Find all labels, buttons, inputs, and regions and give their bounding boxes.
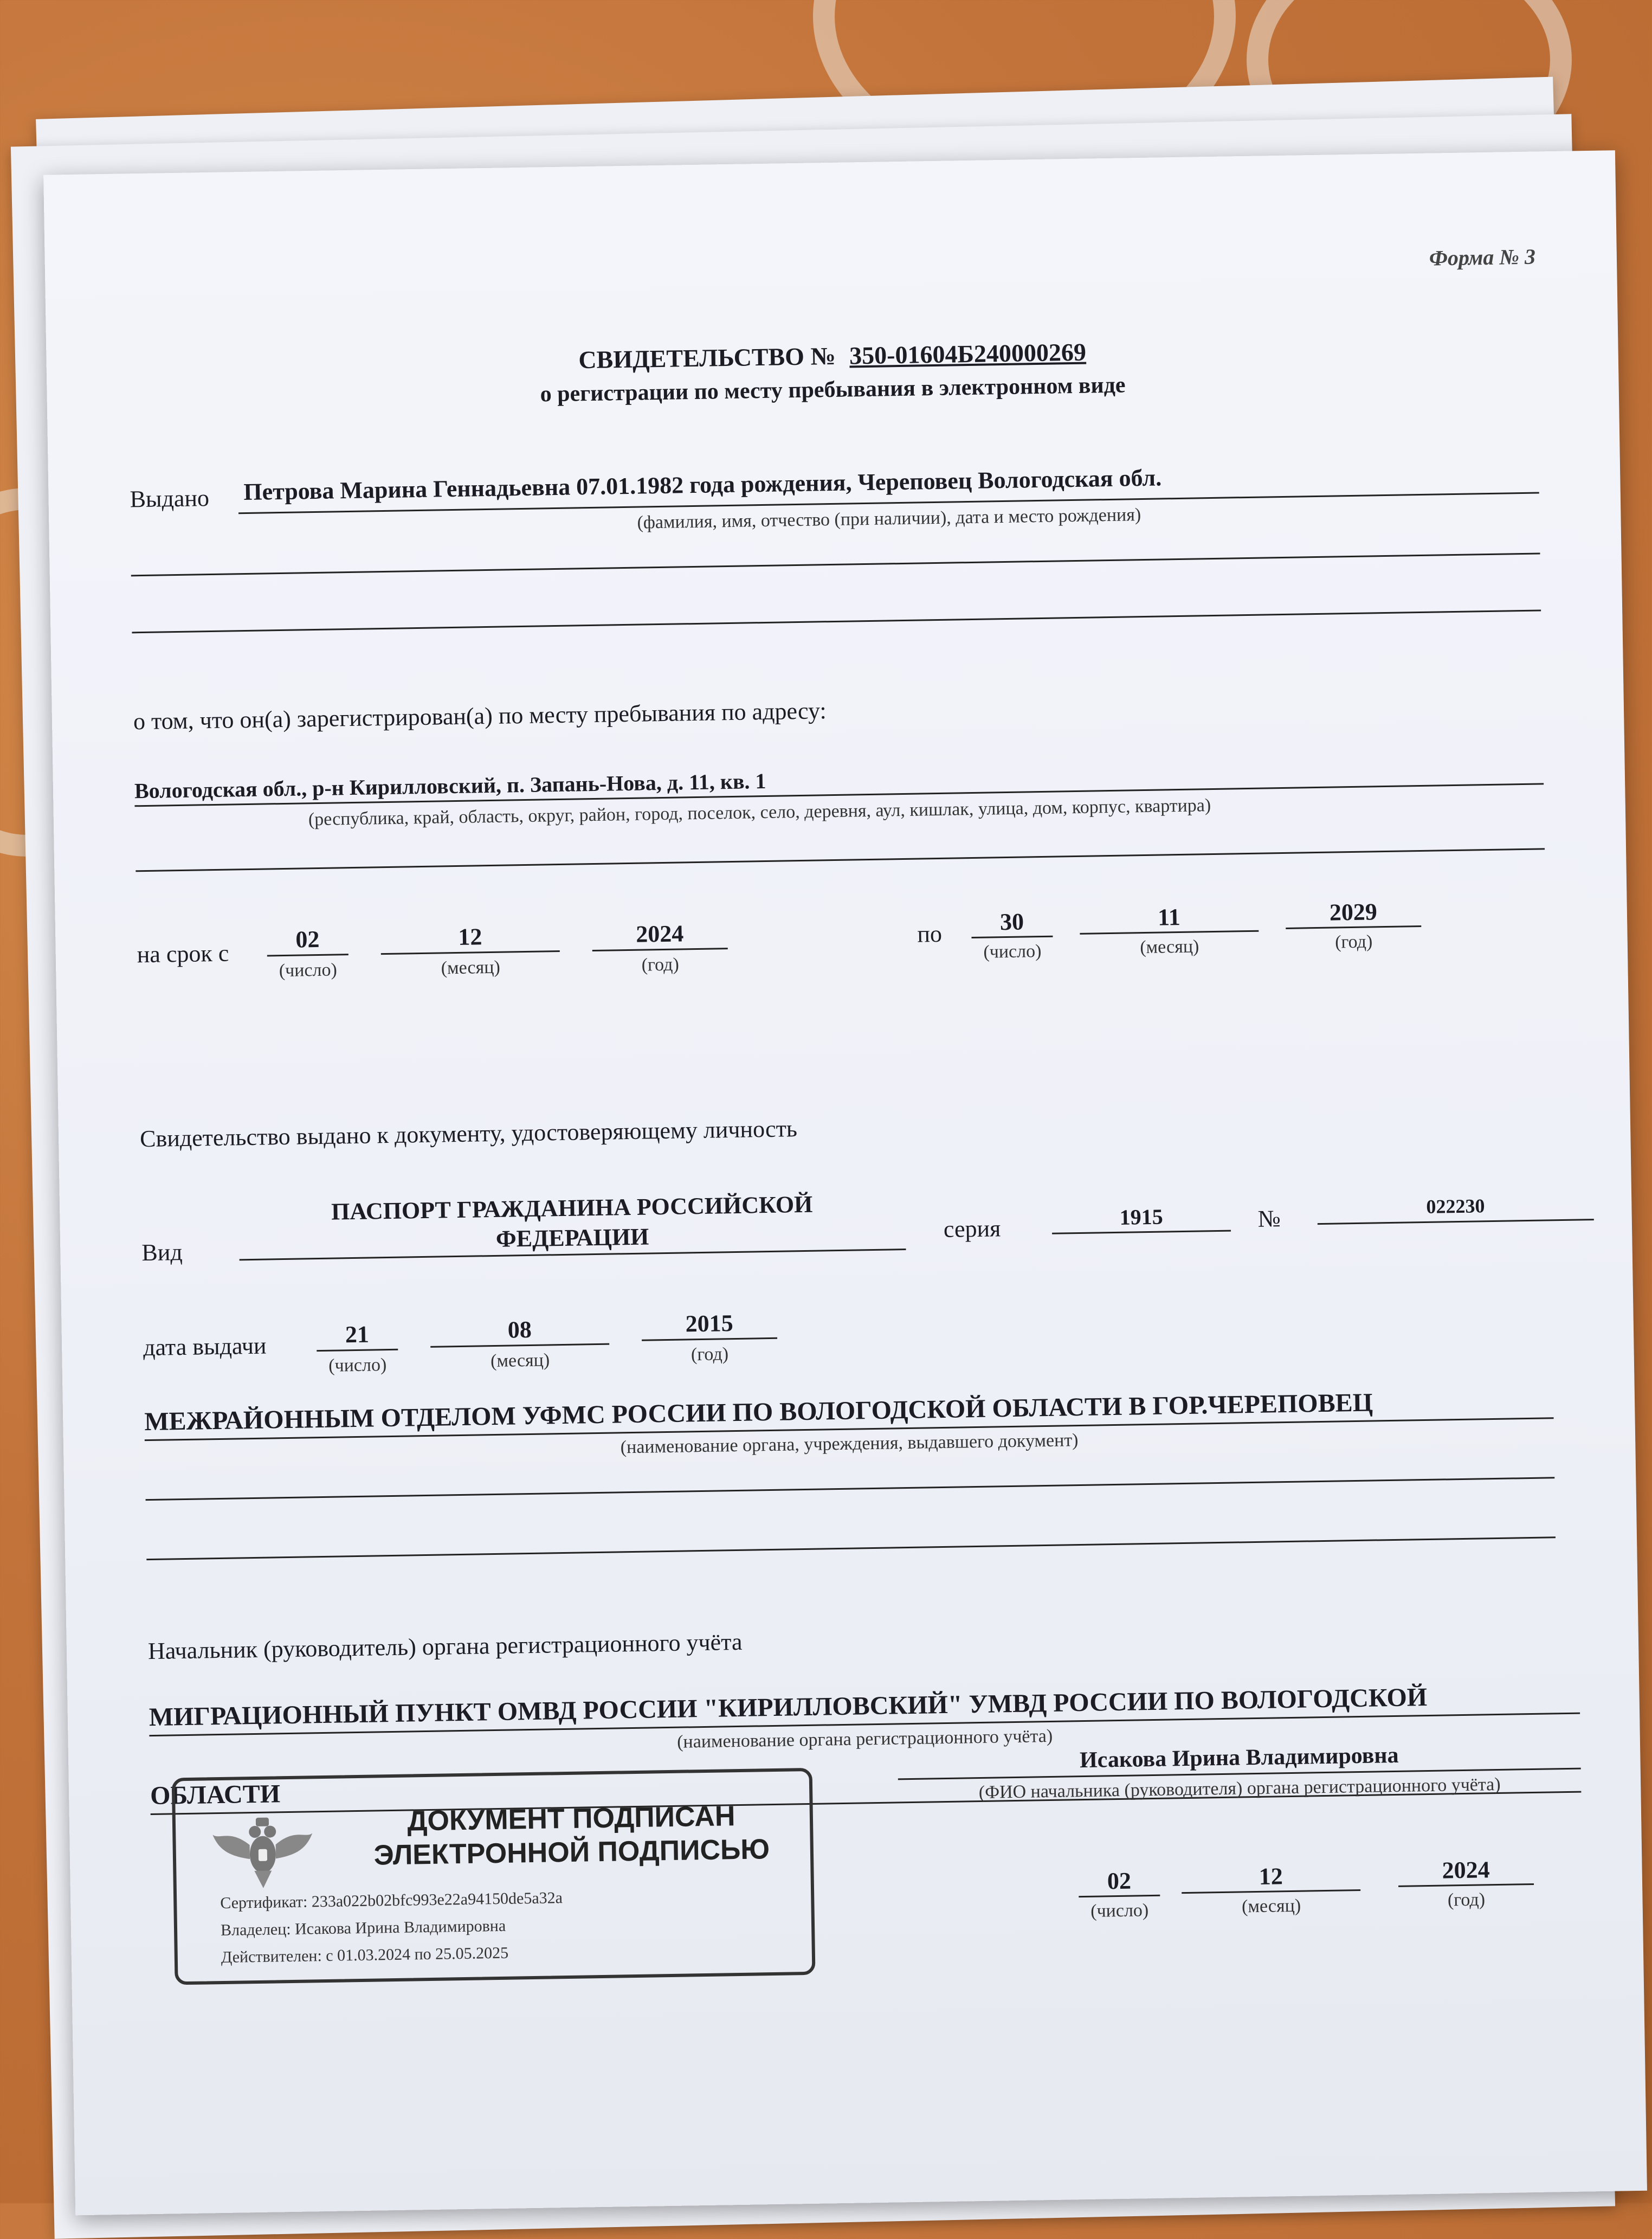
blank-line	[146, 1536, 1556, 1560]
sign-month-caption: (месяц)	[1241, 1895, 1301, 1917]
sign-year-caption: (год)	[1447, 1889, 1486, 1910]
address-intro: о том, что он(а) зарегистрирован(а) по месту пребывания по адресу:	[133, 697, 827, 735]
stamp-title-line2: ЭЛЕКТРОННОЙ ПОДПИСЬЮ	[373, 1833, 770, 1871]
identity-type-label: Вид	[141, 1238, 183, 1266]
series-label: серия	[943, 1215, 1001, 1243]
title-prefix: СВИДЕТЕЛЬСТВО №	[578, 342, 836, 374]
blank-line	[146, 1477, 1555, 1501]
term-from-day: 02	[295, 925, 320, 953]
issue-day-line	[317, 1349, 398, 1352]
blank-line	[135, 848, 1545, 872]
certificate-number: 350-01604Б240000269	[849, 338, 1087, 370]
identity-type-line1: ПАСПОРТ ГРАЖДАНИНА РОССИЙСКОЙ	[331, 1191, 813, 1225]
form-number: Форма № 3	[1429, 244, 1536, 271]
term-to-day: 30	[999, 908, 1024, 936]
sign-month: 12	[1259, 1863, 1283, 1890]
registrar-intro: Начальник (руководитель) органа регистрационного учёта	[147, 1628, 743, 1665]
stamp-valid: Действителен: с 01.03.2024 по 25.05.2025	[221, 1944, 509, 1967]
term-to-day-caption: (число)	[983, 941, 1042, 962]
issue-month-caption: (месяц)	[490, 1350, 550, 1372]
signatory-caption: (ФИО начальника (руководителя) органа регистрационного учёта)	[978, 1774, 1501, 1803]
stamp-certificate: Сертификат: 233a022b02bfc993e22a94150de5a32a	[220, 1889, 563, 1913]
issue-date-label: дата выдачи	[143, 1332, 267, 1361]
issue-year-caption: (год)	[691, 1344, 729, 1365]
identity-intro: Свидетельство выдано к документу, удостоверяющему личность	[139, 1115, 798, 1153]
term-from-month-caption: (месяц)	[441, 957, 501, 979]
stamp-owner: Владелец: Исакова Ирина Владимировна	[220, 1916, 506, 1940]
term-to-month-caption: (месяц)	[1140, 936, 1199, 958]
registrar-value-line2: ОБЛАСТИ	[150, 1779, 281, 1811]
stamp-title	[354, 1799, 789, 1873]
issued-caption: (фамилия, имя, отчество (при наличии), дата и место рождения)	[637, 505, 1141, 533]
number-value: 022230	[1426, 1195, 1485, 1218]
term-to-year-caption: (год)	[1334, 931, 1373, 953]
signatory-name: Исакова Ирина Владимировна	[1079, 1742, 1399, 1773]
issue-month: 08	[507, 1316, 532, 1343]
registrar-value-line1: МИГРАЦИОННЫЙ ПУНКТ ОМВД РОССИИ "КИРИЛЛОВСКИЙ" УМВД РОССИИ ПО ВОЛОГОДСКОЙ	[149, 1683, 1428, 1732]
blank-line	[132, 609, 1541, 633]
issuer-caption: (наименование органа, учреждения, выдавшего документ)	[620, 1430, 1079, 1458]
stamp-title-line1: ДОКУМЕНТ ПОДПИСАН	[407, 1800, 735, 1837]
issued-to-value: Петрова Марина Геннадьевна 07.01.1982 года рождения, Череповец Вологодская обл.	[243, 464, 1162, 506]
eagle-emblem-icon	[208, 1811, 318, 1894]
e-signature-stamp	[172, 1768, 816, 1985]
series-value: 1915	[1119, 1204, 1163, 1230]
document-subtitle: о регистрации по месту пребывания в электронном виде	[540, 372, 1126, 407]
term-from-year: 2024	[635, 920, 684, 948]
sign-day: 02	[1107, 1867, 1132, 1895]
issue-year: 2015	[685, 1310, 733, 1337]
term-to-label: по	[917, 920, 943, 948]
registrar-caption: (наименование органа регистрационного учёта)	[676, 1726, 1053, 1752]
issue-day-caption: (число)	[328, 1355, 387, 1376]
term-from-month: 12	[457, 923, 482, 950]
address-value: Вологодская обл., р-н Кирилловский, п. Запань-Нова, д. 11, кв. 1	[134, 768, 766, 803]
blank-line	[131, 552, 1540, 576]
term-to-year: 2029	[1329, 898, 1378, 926]
identity-type-line2: ФЕДЕРАЦИИ	[495, 1223, 649, 1252]
certificate-page	[43, 150, 1647, 2215]
term-from-label: на срок с	[137, 940, 229, 968]
term-from-year-caption: (год)	[641, 954, 680, 975]
address-caption: (республика, край, область, округ, район, город, поселок, село, деревня, аул, кишлак, улица, дом, корпус, квартира)	[308, 795, 1211, 830]
term-to-month: 11	[1157, 904, 1181, 931]
issuer-value: МЕЖРАЙОННЫМ ОТДЕЛОМ УФМС РОССИИ ПО ВОЛОГОДСКОЙ ОБЛАСТИ В ГОР.ЧЕРЕПОВЕЦ	[144, 1388, 1373, 1437]
number-label: №	[1257, 1205, 1281, 1232]
issued-label: Выдано	[130, 485, 210, 513]
number-line	[1318, 1219, 1594, 1225]
sign-year: 2024	[1442, 1856, 1490, 1884]
sign-day-caption: (число)	[1090, 1900, 1149, 1921]
term-from-day-line	[267, 954, 349, 956]
issue-day: 21	[345, 1321, 370, 1348]
term-from-day-caption: (число)	[279, 960, 338, 981]
